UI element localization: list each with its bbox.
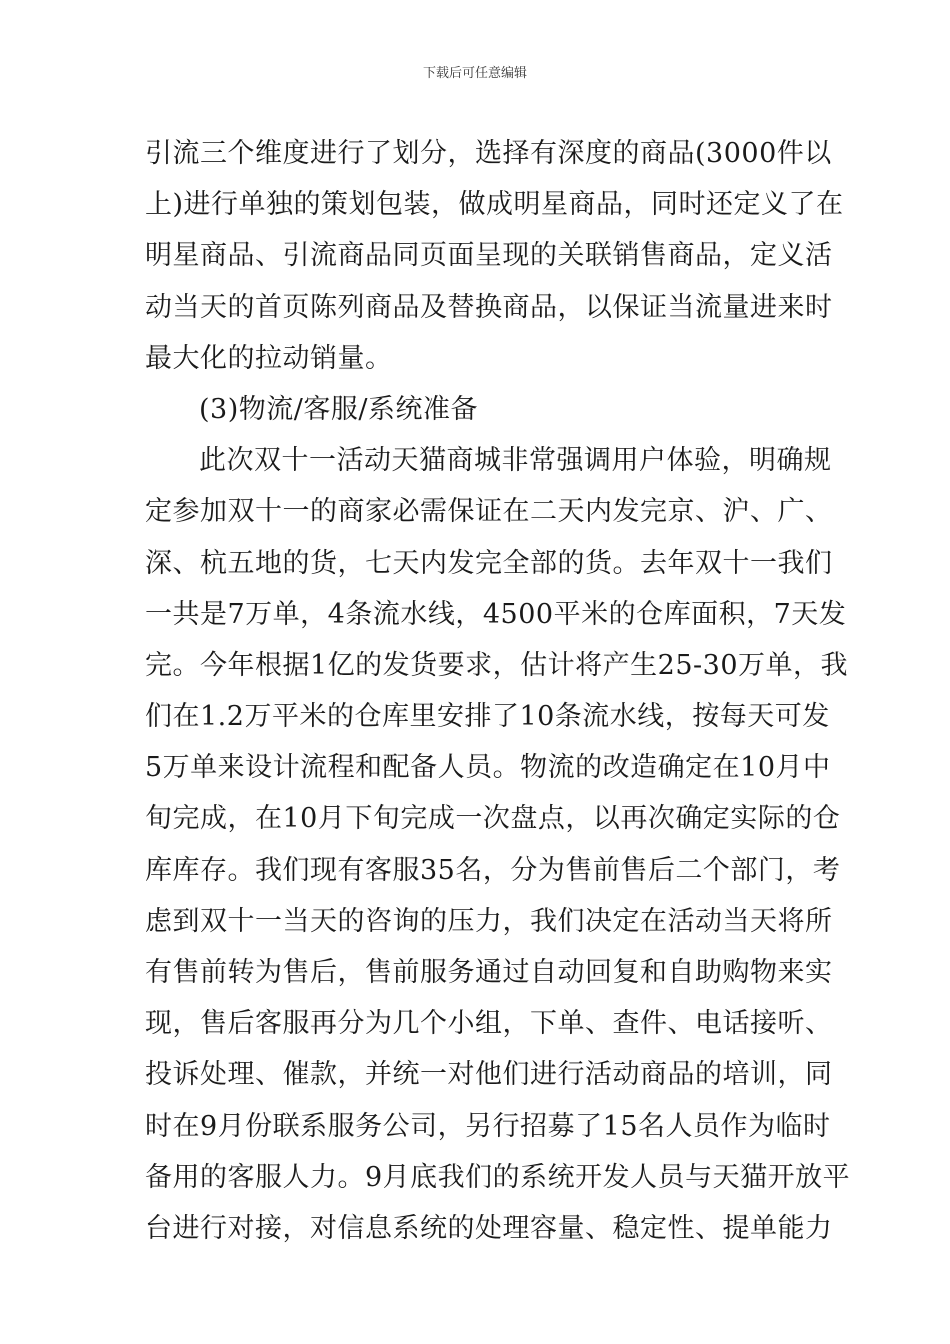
text-line: 一共是7万单，4条流水线，4500平米的仓库面积，7天发: [145, 598, 847, 630]
text-line: 明星商品、引流商品同页面呈现的关联销售商品，定义活: [145, 240, 833, 272]
text-line: 5万单来设计流程和配备人员。物流的改造确定在10月中: [145, 752, 831, 784]
text-line: 时在9月份联系服务公司，另行招募了15名人员作为临时: [145, 1110, 831, 1142]
text-line: 完。今年根据1亿的发货要求，估计将产生25-30万单，我: [145, 649, 849, 681]
text-line: 投诉处理、催款，并统一对他们进行活动商品的培训，同: [145, 1059, 833, 1091]
text-line: 定参加双十一的商家必需保证在二天内发完京、沪、广、: [145, 496, 833, 528]
text-line: 引流三个维度进行了划分，选择有深度的商品(3000件以: [145, 138, 832, 169]
text-line: 动当天的首页陈列商品及替换商品，以保证当流量进来时: [145, 291, 833, 323]
text-line: 此次双十一活动天猫商城非常强调用户体验，明确规: [199, 445, 832, 477]
text-line: 备用的客服人力。9月底我们的系统开发人员与天猫开放平: [145, 1161, 851, 1193]
text-line: 台进行对接，对信息系统的处理容量、稳定性、提单能力: [145, 1212, 833, 1244]
text-line: 最大化的拉动销量。: [145, 342, 393, 374]
text-line: 有售前转为售后，售前服务通过自动回复和自助购物来实: [145, 957, 833, 988]
page-header: 下载后可任意编辑: [422, 66, 527, 81]
text-line: 现，售后客服再分为几个小组，下单、查件、电话接听、: [145, 1008, 833, 1040]
document-body: [145, 128, 851, 1254]
text-line: 上)进行单独的策划包装，做成明星商品，同时还定义了在: [145, 189, 844, 221]
text-line: 深、杭五地的货，七天内发完全部的货。去年双十一我们: [145, 547, 833, 579]
text-line: 们在1.2万平米的仓库里安排了10条流水线，按每天可发: [145, 701, 830, 733]
section-heading: (3)物流/客服/系统准备: [199, 393, 478, 425]
text-line: 虑到双十一当天的咨询的压力，我们决定在活动当天将所: [145, 905, 833, 937]
text-line: 库库存。我们现有客服35名，分为售前售后二个部门，考: [145, 854, 841, 886]
text-line: 旬完成，在10月下旬完成一次盘点，以再次确定实际的仓: [145, 803, 841, 835]
